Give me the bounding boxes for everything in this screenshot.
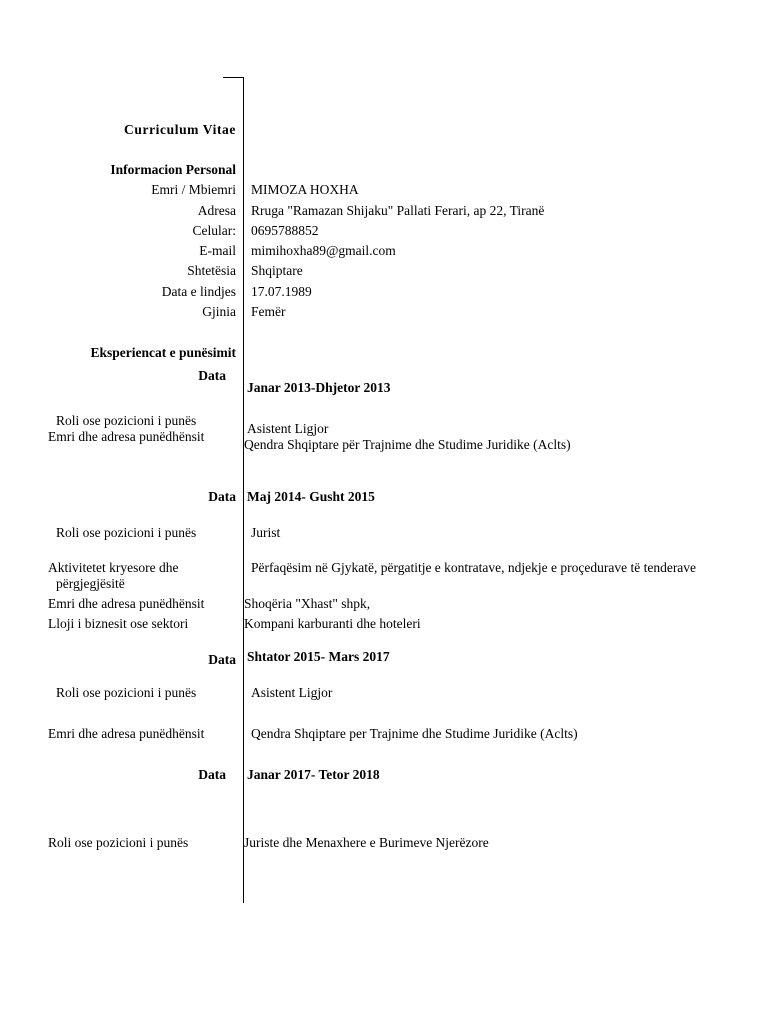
document-title: Curriculum Vitae [124,122,236,137]
personal-info-heading: Informacion Personal [110,162,236,177]
birthdate-label: Data e lindjes [161,284,236,299]
job1-employer-label: Emri dhe adresa punëdhënsit [48,429,205,444]
job2-sector-label: Lloji i biznesit ose sektori [48,616,189,631]
job3-employer: Qendra Shqiptare per Trajnime dhe Studime Juridike (Aclts) [251,726,578,741]
birthdate-value: 17.07.1989 [251,284,312,299]
job2-role: Jurist [251,525,281,540]
divider-top-tick [223,77,244,78]
job3-role-label: Roli ose pozicioni i punës [56,685,197,700]
job2-activities-label: Aktivitetet kryesore dhe [48,560,179,575]
experience-heading: Eksperiencat e punësimit [90,345,236,360]
job2-employer-label: Emri dhe adresa punëdhënsit [48,596,205,611]
job2-role-label: Roli ose pozicioni i punës [56,525,197,540]
job4-date-label: Data [198,767,226,782]
job1-role: Asistent Ligjor [247,421,329,436]
phone-label: Celular: [192,223,236,238]
job1-date: Janar 2013-Dhjetor 2013 [247,380,391,395]
job3-role: Asistent Ligjor [251,685,333,700]
job2-employer: Shoqëria "Xhast" shpk, [244,596,371,611]
name-label: Emri / Mbiemri [151,182,236,197]
address-label: Adresa [197,203,236,218]
job1-date-label: Data [198,368,226,383]
email-value: mimihoxha89@gmail.com [251,243,396,258]
job4-role-label: Roli ose pozicioni i punës [48,835,189,850]
job3-date: Shtator 2015- Mars 2017 [247,649,390,664]
job2-activities: Përfaqësim në Gjykatë, përgatitje e kontratave, ndjekje e proçedurave të tenderave [251,560,697,575]
nationality-value: Shqiptare [251,263,303,278]
gender-value: Femër [251,304,286,319]
address-value: Rruga "Ramazan Shijaku" Pallati Ferari, ap 22, Tiranë [251,203,545,218]
job4-role: Juriste dhe Menaxhere e Burimeve Njerëzore [244,835,489,850]
job2-activities-label-cont: përgjegjësitë [56,576,125,591]
job2-date: Maj 2014- Gusht 2015 [247,489,375,504]
vertical-divider [243,78,244,903]
job2-date-label: Data [208,489,236,504]
job3-employer-label: Emri dhe adresa punëdhënsit [48,726,205,741]
job4-date: Janar 2017- Tetor 2018 [247,767,380,782]
name-value: MIMOZA HOXHA [251,182,359,197]
phone-value: 0695788852 [251,223,319,238]
job1-role-label: Roli ose pozicioni i punës [56,413,197,428]
job3-date-label: Data [208,652,236,667]
job2-sector: Kompani karburanti dhe hoteleri [244,616,421,631]
gender-label: Gjinia [202,304,236,319]
nationality-label: Shtetësia [187,263,236,278]
email-label: E-mail [199,243,236,258]
job1-employer: Qendra Shqiptare për Trajnime dhe Studime Juridike (Aclts) [244,437,571,452]
